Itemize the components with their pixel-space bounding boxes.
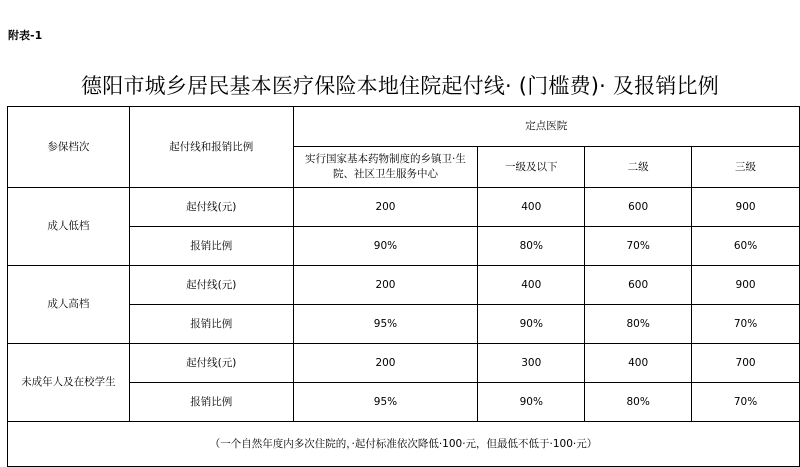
cell-value: 80% [478, 227, 585, 266]
cell-value: 90% [478, 383, 585, 422]
cell-value: 400 [585, 344, 692, 383]
group-name: 未成年人及在校学生 [8, 344, 130, 422]
cell-value: 900 [692, 266, 800, 305]
cell-value: 95% [293, 383, 478, 422]
cell-value: 70% [585, 227, 692, 266]
header-metric: 起付线和报销比例 [129, 107, 293, 188]
cell-value: 900 [692, 188, 800, 227]
cell-value: 80% [585, 383, 692, 422]
cell-value: 300 [478, 344, 585, 383]
header-hospitals: 定点医院 [293, 107, 799, 147]
table-row [8, 266, 800, 305]
row-label: 起付线(元) [129, 188, 293, 227]
row-label: 起付线(元) [129, 344, 293, 383]
cell-value: 700 [692, 344, 800, 383]
document-title: 德阳市城乡居民基本医疗保险本地住院起付线· (门槛费)· 及报销比例 [81, 74, 719, 98]
cell-value: 70% [692, 383, 800, 422]
group-name: 成人低档 [8, 188, 130, 266]
row-label: 报销比例 [129, 305, 293, 344]
header-level-township: 实行国家基本药物制度的乡镇卫·生院、社区卫生服务中心 [293, 147, 478, 188]
cell-value: 70% [692, 305, 800, 344]
cell-value: 200 [293, 188, 478, 227]
cell-value: 400 [478, 188, 585, 227]
cell-value: 60% [692, 227, 800, 266]
cell-value: 400 [478, 266, 585, 305]
cell-value: 95% [293, 305, 478, 344]
row-label: 报销比例 [129, 227, 293, 266]
cell-value: 80% [585, 305, 692, 344]
header-tier: 参保档次 [8, 107, 130, 188]
row-label: 报销比例 [129, 383, 293, 422]
row-label: 起付线(元) [129, 266, 293, 305]
header-level-third: 三级 [692, 147, 800, 188]
appendix-label: 附表-1 [8, 29, 43, 42]
table-row [8, 344, 800, 383]
cell-value: 90% [293, 227, 478, 266]
cell-value: 600 [585, 266, 692, 305]
group-name: 成人高档 [8, 266, 130, 344]
header-level-first: 一级及以下 [478, 147, 585, 188]
cell-value: 600 [585, 188, 692, 227]
header-level-second: 二级 [585, 147, 692, 188]
table-footnote: （一个自然年度内多次住院的，·起付标准依次降低·100·元，但最低不低于·100·元） [8, 422, 800, 467]
cell-value: 90% [478, 305, 585, 344]
table-row [8, 188, 800, 227]
reimbursement-table [7, 106, 800, 467]
cell-value: 200 [293, 344, 478, 383]
cell-value: 200 [293, 266, 478, 305]
